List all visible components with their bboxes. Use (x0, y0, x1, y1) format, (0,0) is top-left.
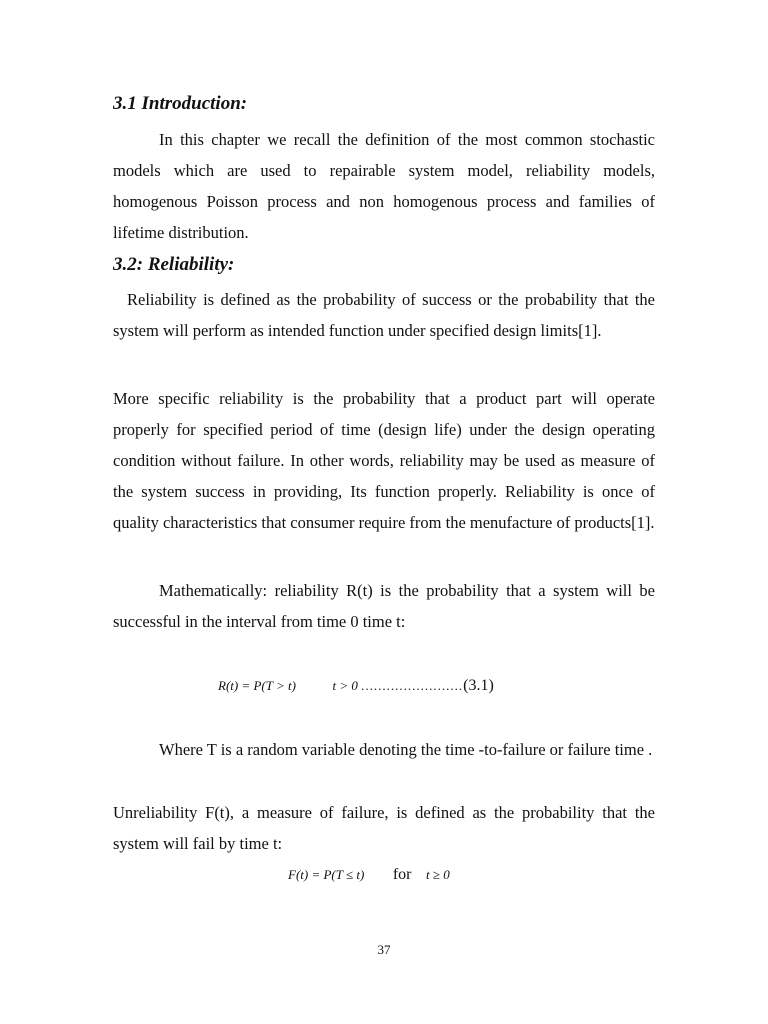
section-heading-reliability (113, 254, 655, 276)
equation-lhs: R(t) = P(T > t) (218, 678, 296, 693)
citation-ref: [1]. (578, 321, 602, 340)
paragraph-body: More specific reliability is the probability that a product part will operate properly for specified period of time (design life) under the design operating condition without failure. In other words, reliability may be used as measure of the system success in providing, Its function properly. Reliability is once of quality characteristics that consumer require from the menufacture of products (113, 389, 655, 532)
random-variable-paragraph (113, 734, 655, 765)
citation-ref: [1]. (631, 513, 655, 532)
paragraph-text: Where T is a random variable denoting the time -to-failure or failure time . (159, 740, 653, 759)
paragraph-text: In this chapter we recall the definition of the most common stochastic models which are used to repairable system model, reliability models, homogenous Poisson process and non homogenous process and families of lifetime distribution. (113, 130, 655, 242)
equation-unreliability (288, 866, 450, 884)
unreliability-paragraph (113, 797, 655, 859)
mathematical-definition-paragraph (113, 575, 655, 637)
page-number: 37 (377, 942, 391, 957)
equation-lhs: F(t) = P(T ≤ t) (288, 867, 365, 882)
heading-text: 3.2: Reliability: (113, 254, 235, 275)
paragraph-text: Unreliability F(t), a measure of failure, is defined as the probability that the system will fail by time t: (113, 803, 655, 853)
paragraph-text (113, 284, 655, 346)
equation-for-word: for (392, 866, 412, 883)
equation-3-1 (218, 677, 494, 695)
heading-text: 3.1 Introduction: (113, 93, 248, 114)
specific-reliability-paragraph (113, 383, 655, 538)
paragraph-text: Mathematically: reliability R(t) is the probability that a system will be successful in the interval from time 0 time t: (113, 581, 655, 631)
section-heading-introduction (113, 93, 655, 115)
equation-condition: t ≥ 0 (425, 867, 450, 882)
reliability-definition-paragraph (113, 284, 655, 346)
equation-leader-dots: ........................ (361, 678, 464, 693)
equation-number: (3.1) (463, 677, 494, 694)
intro-paragraph (113, 124, 655, 248)
paragraph-text (113, 383, 655, 538)
equation-condition: t > 0 (332, 678, 358, 693)
paragraph-body: Reliability is defined as the probability of success or the probability that the system will perform as intended function under specified design limits (113, 290, 655, 340)
